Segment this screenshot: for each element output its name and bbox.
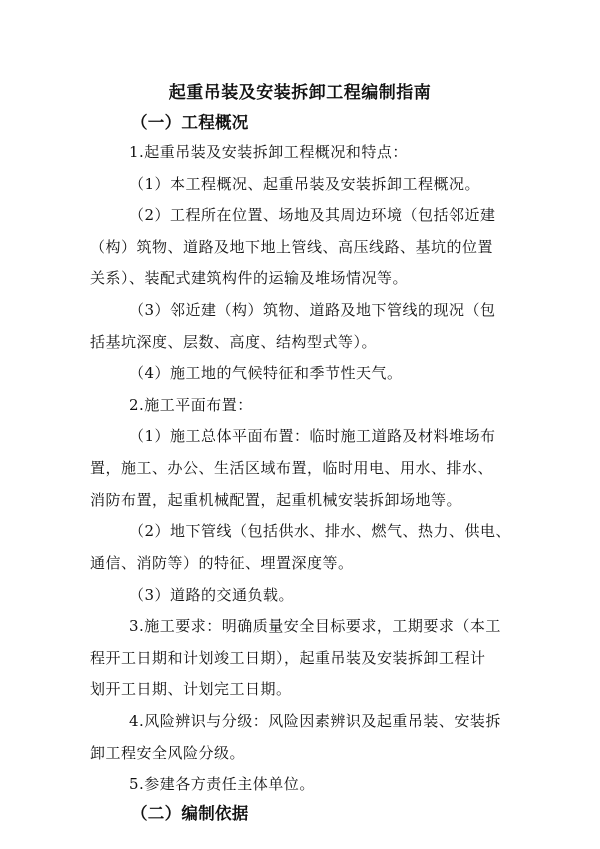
paragraph-line: 卸工程安全风险分级。 bbox=[90, 744, 246, 762]
paragraph-line: 置，施工、办公、生活区域布置，临时用电、用水、排水、 bbox=[90, 459, 494, 477]
paragraph-line: （4）施工地的气候特征和季节性天气。 bbox=[129, 364, 403, 382]
paragraph-line: （1）本工程概况、起重吊装及安装拆卸工程概况。 bbox=[129, 175, 481, 193]
paragraph-line: （构）筑物、道路及地下地上管线、高压线路、基坑的位置 bbox=[90, 238, 494, 256]
paragraph-line: 1.起重吊装及安装拆卸工程概况和特点： bbox=[129, 143, 408, 161]
paragraph-line: 程开工日期和计划竣工日期），起重吊装及安装拆卸工程计 bbox=[90, 649, 486, 667]
paragraph-line: 2.施工平面布置： bbox=[129, 396, 253, 414]
paragraph-line: 关系）、装配式建筑构件的运输及堆场情况等。 bbox=[90, 269, 409, 287]
paragraph-line: 划开工日期、计划完工日期。 bbox=[90, 680, 292, 698]
paragraph-line: 4.风险辨识与分级：风险因素辨识及起重吊装、安装拆 bbox=[129, 712, 501, 730]
paragraph-line: （1）施工总体平面布置：临时施工道路及材料堆场布 bbox=[129, 427, 496, 445]
paragraph-line: 通信、消防等）的特征、埋置深度等。 bbox=[90, 554, 354, 572]
paragraph-line: （2）工程所在位置、场地及其周边环境（包括邻近建 bbox=[129, 206, 496, 224]
paragraph-line: 括基坑深度、层数、高度、结构型式等）。 bbox=[90, 333, 378, 351]
section-heading-basis: （二）编制依据 bbox=[131, 804, 249, 823]
paragraph-line: 5.参建各方责任主体单位。 bbox=[129, 775, 315, 793]
paragraph-line: （2）地下管线（包括供水、排水、燃气、热力、供电、 bbox=[129, 522, 512, 540]
paragraph-line: （3）道路的交通负载。 bbox=[129, 586, 295, 604]
paragraph-line: 消防布置，起重机械配置，起重机械安装拆卸场地等。 bbox=[90, 491, 463, 509]
section-heading-overview: （一）工程概况 bbox=[131, 113, 249, 132]
paragraph-line: 3.施工要求：明确质量安全目标要求，工期要求（本工 bbox=[129, 617, 501, 635]
paragraph-line: （3）邻近建（构）筑物、道路及地下管线的现况（包 bbox=[129, 301, 496, 319]
document-title: 起重吊装及安装拆卸工程编制指南 bbox=[168, 83, 432, 103]
